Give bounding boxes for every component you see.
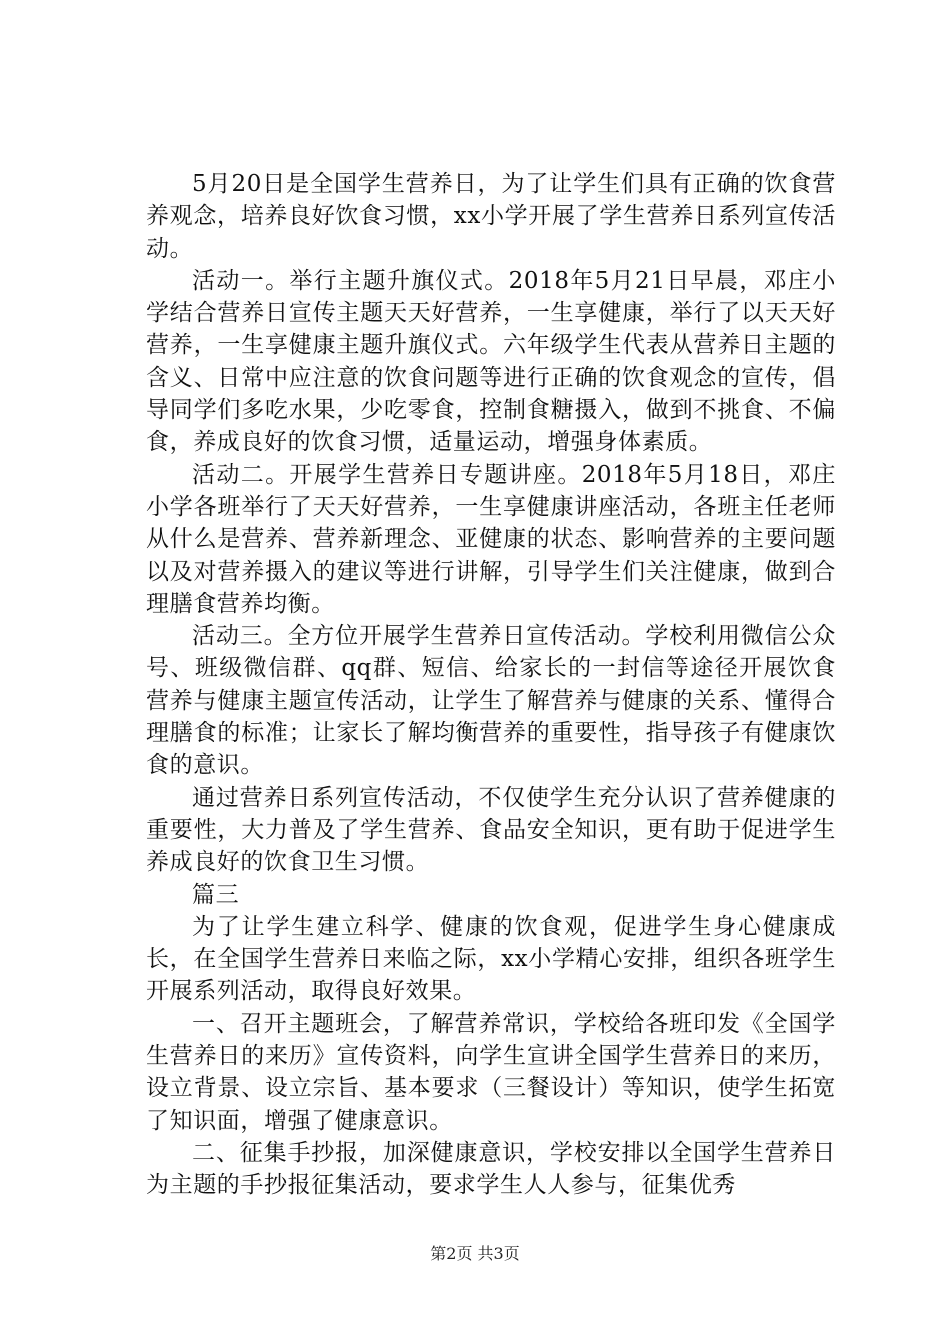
- paragraph-summary: 通过营养日系列宣传活动，不仅使学生充分认识了营养健康的重要性，大力普及了学生营养、食品安全知识，更有助于促进学生养成良好的饮食卫生习惯。: [146, 784, 836, 876]
- section-heading: 篇三: [192, 881, 240, 908]
- paragraph-activity-two: 活动二。开展学生营养日专题讲座。2018年5月18日，邓庄小学各班举行了天天好营养，一生享健康讲座活动，各班主任老师从什么是营养、营养新理念、亚健康的状态、影响营养的主要问题以及对营养摄入的建议等进行讲解，引导学生们关注健康，做到合理膳食营养均衡。: [146, 461, 836, 617]
- page-number-footer: 第2页 共3页: [430, 1244, 520, 1263]
- document-body: [146, 168, 836, 1202]
- paragraph-item-two: 二、征集手抄报，加深健康意识，学校安排以全国学生营养日为主题的手抄报征集活动，要求学生人人参与，征集优秀: [146, 1139, 836, 1199]
- paragraph-section-intro: 为了让学生建立科学、健康的饮食观，促进学生身心健康成长，在全国学生营养日来临之际，xx小学精心安排，组织各班学生开展系列活动，取得良好效果。: [146, 913, 836, 1005]
- paragraph-activity-one: 活动一。举行主题升旗仪式。2018年5月21日早晨，邓庄小学结合营养日宣传主题天天好营养，一生享健康，举行了以天天好营养，一生享健康主题升旗仪式。六年级学生代表从营养日主题的含义、日常中应注意的饮食问题等进行正确的饮食观念的宣传，倡导同学们多吃水果，少吃零食，控制食糖摄入，做到不挑食、不偏食，养成良好的饮食习惯，适量运动，增强身体素质。: [146, 267, 836, 456]
- paragraph-activity-three: 活动三。全方位开展学生营养日宣传活动。学校利用微信公众号、班级微信群、qq群、短信、给家长的一封信等途径开展饮食营养与健康主题宣传活动，让学生了解营养与健康的关系、懂得合理膳食的标准；让家长了解均衡营养的重要性，指导孩子有健康饮食的意识。: [146, 623, 836, 779]
- paragraph-intro: 5月20日是全国学生营养日，为了让学生们具有正确的饮食营养观念，培养良好饮食习惯，xx小学开展了学生营养日系列宣传活动。: [146, 171, 836, 262]
- paragraph-item-one: 一、召开主题班会，了解营养常识，学校给各班印发《全国学生营养日的来历》宣传资料，向学生宣讲全国学生营养日的来历，设立背景、设立宗旨、基本要求（三餐设计）等知识，使学生拓宽了知识面，增强了健康意识。: [146, 1010, 836, 1134]
